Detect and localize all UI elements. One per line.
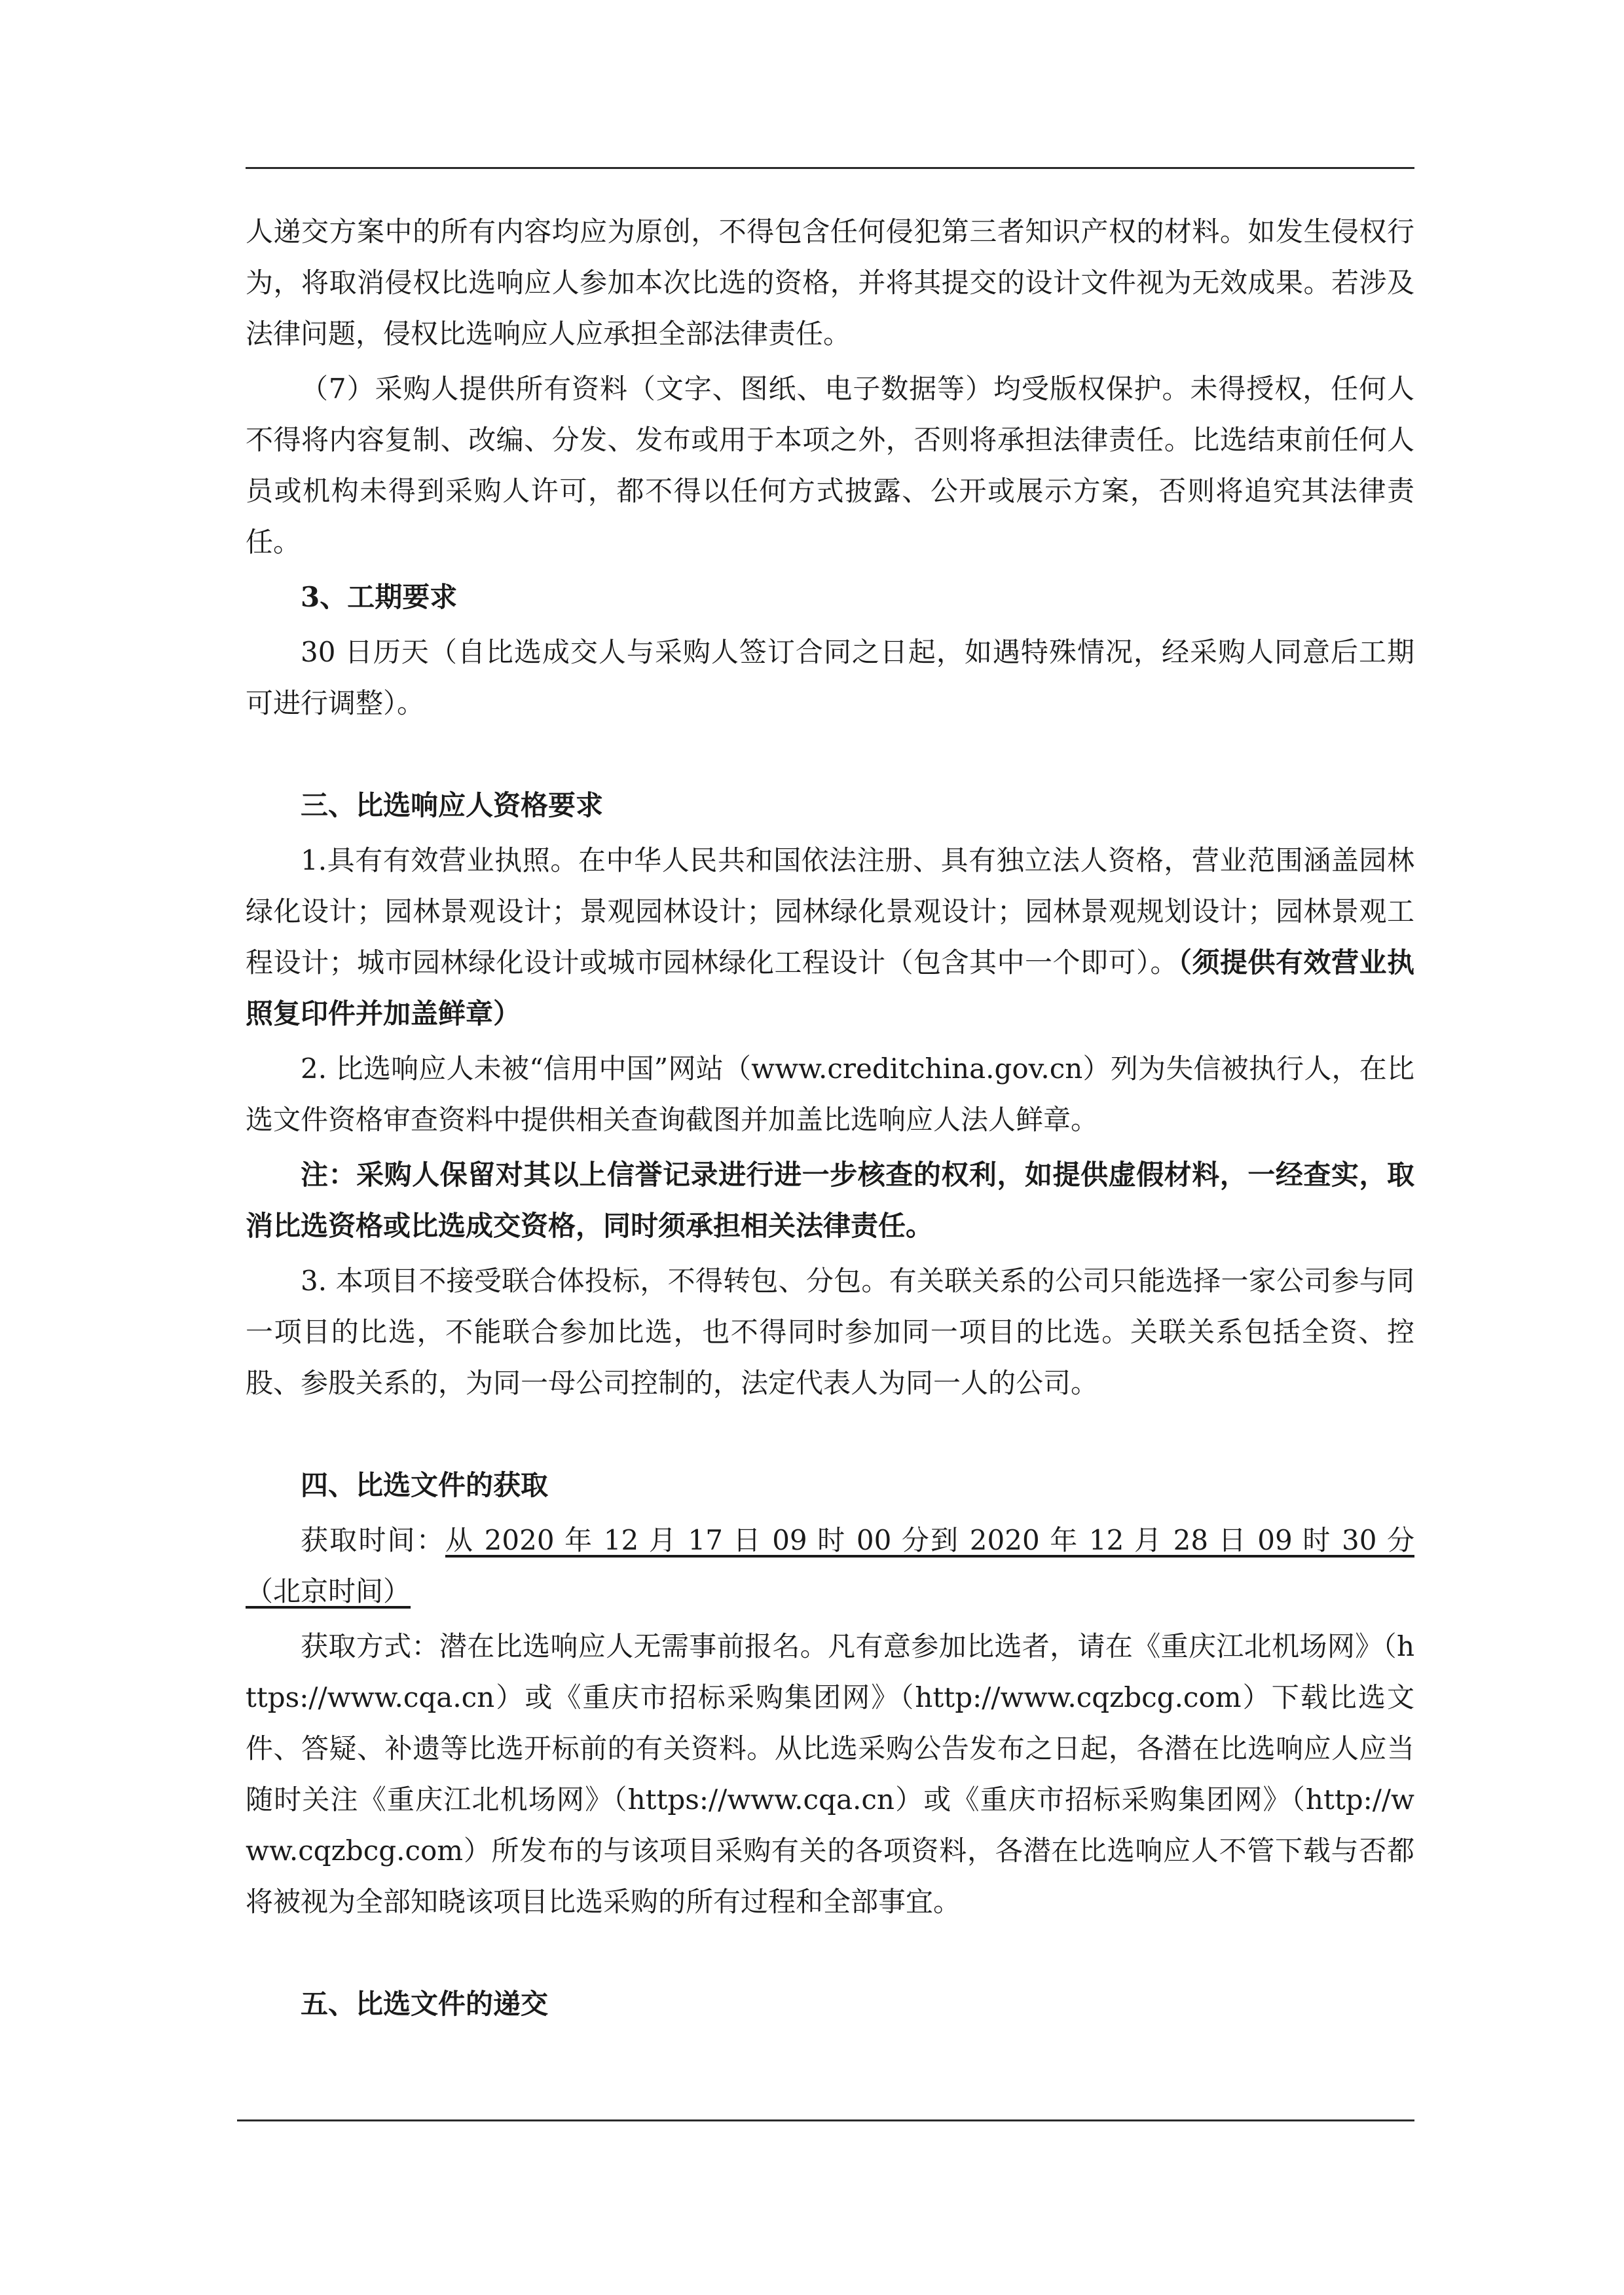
footer-rule (237, 2119, 1414, 2121)
heading-document-submission: 五、比选文件的递交 (301, 1988, 549, 2020)
qualification-item-2: 2. 比选响应人未被“信用中国”网站（www.creditchina.gov.cn）列为失信被执行人，在比选文件资格审查资料中提供相关查询截图并加盖比选响应人法人鲜章。 (246, 1053, 1414, 1136)
qualification-item-3: 3. 本项目不接受联合体投标，不得转包、分包。有关联关系的公司只能选择一家公司参与同一项目的比选，不能联合参加比选，也不得同时参加同一项目的比选。关联关系包括全资、控股、参股关系的，为同一母公司控制的，法定代表人为同一人的公司。 (246, 1265, 1414, 1399)
header-rule (246, 167, 1414, 169)
acquisition-time-value: 从 2020 年 12 月 17 日 09 时 00 分到 2020 年 12 月 28 日 09 时 30 分（北京时间） (246, 1524, 1414, 1607)
acquisition-time-label: 获取时间： (301, 1524, 445, 1556)
heading-document-acquisition: 四、比选文件的获取 (301, 1469, 549, 1501)
page-body (246, 206, 1414, 2030)
qualification-item-1-requirement: （须提供有效营业执照复印件并加盖鲜章） (246, 946, 1414, 1030)
paragraph-copyright: （7）采购人提供所有资料（文字、图纸、电子数据等）均受版权保护。未得授权，任何人不得将内容复制、改编、分发、发布或用于本项之外，否则将承担法律责任。比选结束前任何人员或机构未得到采购人许可，都不得以任何方式披露、公开或展示方案，否则将追究其法律责任。 (246, 373, 1414, 558)
heading-schedule: 3、工期要求 (301, 581, 458, 613)
acquisition-method: 获取方式：潜在比选响应人无需事前报名。凡有意参加比选者，请在《重庆江北机场网》（https://www.cqa.cn）或《重庆市招标采购集团网》（http://www.cqzbcg.com）下载比选文件、答疑、补遗等比选开标前的有关资料。从比选采购公告发布之日起，各潜在比选响应人应当随时关注《重庆江北机场网》（https://www.cqa.cn）或《重庆市招标采购集团网》（http://www.cqzbcg.com）所发布的与该项目采购有关的各项资料，各潜在比选响应人不管下载与否都将被视为全部知晓该项目比选采购的所有过程和全部事宜。 (246, 1630, 1414, 1918)
heading-qualifications: 三、比选响应人资格要求 (301, 789, 604, 821)
paragraph-originality: 人递交方案中的所有内容均应为原创，不得包含任何侵犯第三者知识产权的材料。如发生侵权行为，将取消侵权比选响应人参加本次比选的资格，并将其提交的设计文件视为无效成果。若涉及法律问题，侵权比选响应人应承担全部法律责任。 (246, 215, 1414, 350)
paragraph-schedule: 30 日历天（自比选成交人与采购人签订合同之日起，如遇特殊情况，经采购人同意后工期可进行调整）。 (246, 636, 1414, 719)
qualification-item-1-text: 1.具有有效营业执照。在中华人民共和国依法注册、具有独立法人资格，营业范围涵盖园林绿化设计；园林景观设计；景观园林设计；园林绿化景观设计；园林景观规划设计；园林景观工程设计；城市园林绿化设计或城市园林绿化工程设计（包含其中一个即可）。 (246, 844, 1414, 979)
qualification-item-1 (246, 835, 1414, 1039)
qualification-note: 注：采购人保留对其以上信誉记录进行进一步核查的权利，如提供虚假材料，一经查实，取消比选资格或比选成交资格，同时须承担相关法律责任。 (246, 1159, 1414, 1242)
acquisition-time (246, 1515, 1414, 1617)
